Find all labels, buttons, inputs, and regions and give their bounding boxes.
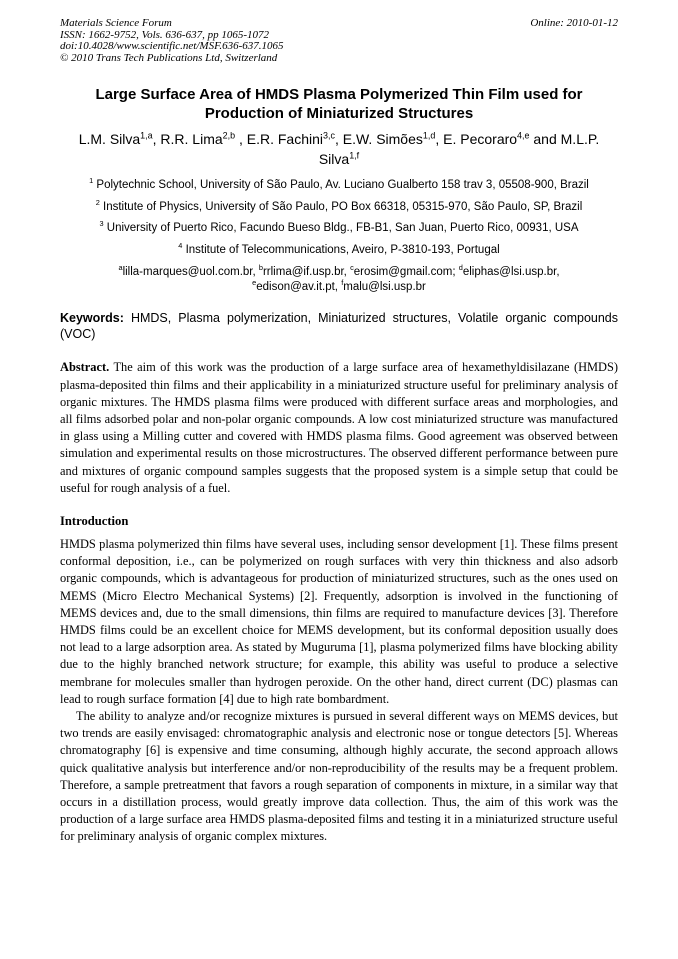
author-emails: $^a$lilla-marques@uol.com.br, $^b$rrlima@if.usp.br, $^c$erosim@gmail.com; $^d$eliphas@lsi.usp.br, $^e$edison@av.it.pt, $^f$malu@lsi.usp.br	[118, 263, 560, 293]
journal-header-left	[60, 18, 284, 64]
keywords-label: Keywords:	[60, 311, 124, 326]
abstract-label: Abstract.	[60, 360, 110, 375]
superscript: d	[458, 263, 463, 273]
affiliation-1	[60, 176, 618, 192]
affiliation-2	[60, 198, 618, 214]
affiliation-4-text: Institute of Telecommunications, Aveiro, P-3810-193, Portugal	[182, 243, 500, 256]
affiliation-4	[60, 241, 618, 257]
affiliation-2-text: Institute of Physics, University of São Paulo, PO Box 66318, 05315-970, São Paulo, SP, Brazil	[99, 200, 583, 213]
journal-name: Materials Science Forum	[60, 17, 172, 29]
paper-title: Large Surface Area of HMDS Plasma Polymerized Thin Film used for Production of Miniaturized Structures	[95, 86, 583, 123]
affiliation-4-sup: 4	[178, 241, 183, 251]
authors-line: L.M. Silva$^{1,a}$, R.R. Lima$^{2,b}$ , E.R. Fachini$^{3,c}$, E.W. Simões$^{1,d}$, E. Pecoraro$^{4,e}$ and M.L.P. Silva$^{1,f}$	[78, 130, 600, 168]
abstract-section	[60, 359, 618, 497]
affiliations	[60, 176, 618, 257]
journal-header	[60, 18, 618, 64]
affiliation-3-text: University of Puerto Rico, Facundo Bueso Bldg., FB-B1, San Juan, Puerto Rico, 00931, USA	[103, 222, 579, 235]
superscript: 3,c	[323, 130, 335, 141]
superscript: 1,f	[349, 150, 360, 161]
affiliation-3-sup: 3	[99, 219, 104, 229]
intro-paragraph-1: HMDS plasma polymerized thin films have several uses, including sensor development [1]. These films present conformal deposition, i.e., can be polymerized on rough surfaces with very thin thickness and also adsorb organic compounds, which is advantageous for production of miniaturized structures, such as the ones used on MEMS (Micro Electro Mechanical Systems) [2]. Frequently, adsorption is involved in the functioning of MEMS devices and, due to the small dimensions, thin films are required to manufacture devices [3]. Therefore HMDS films could be an excellent choice for MEMS development, but its conformal deposition usually does not lead to a large adsorption area. As stated by Muguruma [1], plasma polymerized films have blocking ability due to the highly branched network structure; for example, this ability was useful to produce a selective membrane for molecules smaller than hydrogen peroxide. On the other hand, direct current (DC) plasmas can lead to rough surface formation [4] due to high rate bombardment.	[60, 537, 618, 706]
keywords-section	[60, 311, 618, 342]
superscript: 4,e	[517, 130, 530, 141]
keywords-text: HMDS, Plasma polymerization, Miniaturized structures, Volatile organic compounds (VOC)	[60, 311, 619, 341]
doi-line: doi:10.4028/www.scientific.net/MSF.636-637.1065	[60, 40, 284, 53]
abstract-text: The aim of this work was the production of a large surface area of hexamethyldisilazane (HMDS) plasma-deposited thin films and their applicability in a miniaturized structure useful for preliminary analysis of organic mixtures. The HMDS plasma films were produced with different surface areas and morphologies, and all films adsorbed polar and non-polar organic compounds. A low cost miniaturized structure was manufactured in glass using a Milling cutter and covered with HMDS plasma films. Good agreement was observed between simulation and experimental results on those microstructures. The observed different performance between pure and mixtures of organic compound samples suggests that the proposed system is a simple setup that could be useful for rough analysis of a fuel.	[60, 360, 619, 495]
introduction-heading: Introduction	[60, 514, 129, 528]
superscript: e	[252, 278, 257, 288]
superscript: b	[258, 263, 263, 273]
issn-line: ISSN: 1662-9752, Vols. 636-637, pp 1065-1072	[60, 28, 269, 41]
superscript: 2,b	[222, 130, 236, 141]
copyright-line: © 2010 Trans Tech Publications Ltd, Switzerland	[60, 51, 278, 64]
intro-paragraph-2: The ability to analyze and/or recognize mixtures is pursued in several different ways on MEMS devices, but two trends are easily envisaged: chromatographic analysis and electronic nose or tongue detectors [5]. Whereas chromatography [6] is expensive and time consuming, although highly accurate, the second approach allows quick qualitative analysis but interference and/or non-reproducibility of the results may be a frequent problem. Therefore, a sample pretreatment that favors a rough separation of components in mixture, in a similar way that occurs in a distillation process, would greatly improve data collection. Thus, the aim of this work was the production of a large surface area HMDS plasma-deposited films and testing it in a miniaturized structure useful for preliminary analysis of organic complex mixtures.	[60, 709, 618, 844]
online-date: Online: 2010-01-12	[530, 17, 618, 29]
superscript: a	[118, 263, 123, 273]
affiliation-1-sup: 1	[89, 176, 94, 186]
affiliation-3	[60, 219, 618, 235]
superscript: 1,a	[140, 130, 153, 141]
superscript: c	[350, 263, 354, 273]
affiliation-2-sup: 2	[95, 198, 100, 208]
affiliation-1-text: Polytechnic School, University of São Paulo, Av. Luciano Gualberto 158 trav 3, 05508-900, Brazil	[93, 179, 589, 192]
superscript: f	[341, 278, 344, 288]
superscript: 1,d	[422, 130, 436, 141]
